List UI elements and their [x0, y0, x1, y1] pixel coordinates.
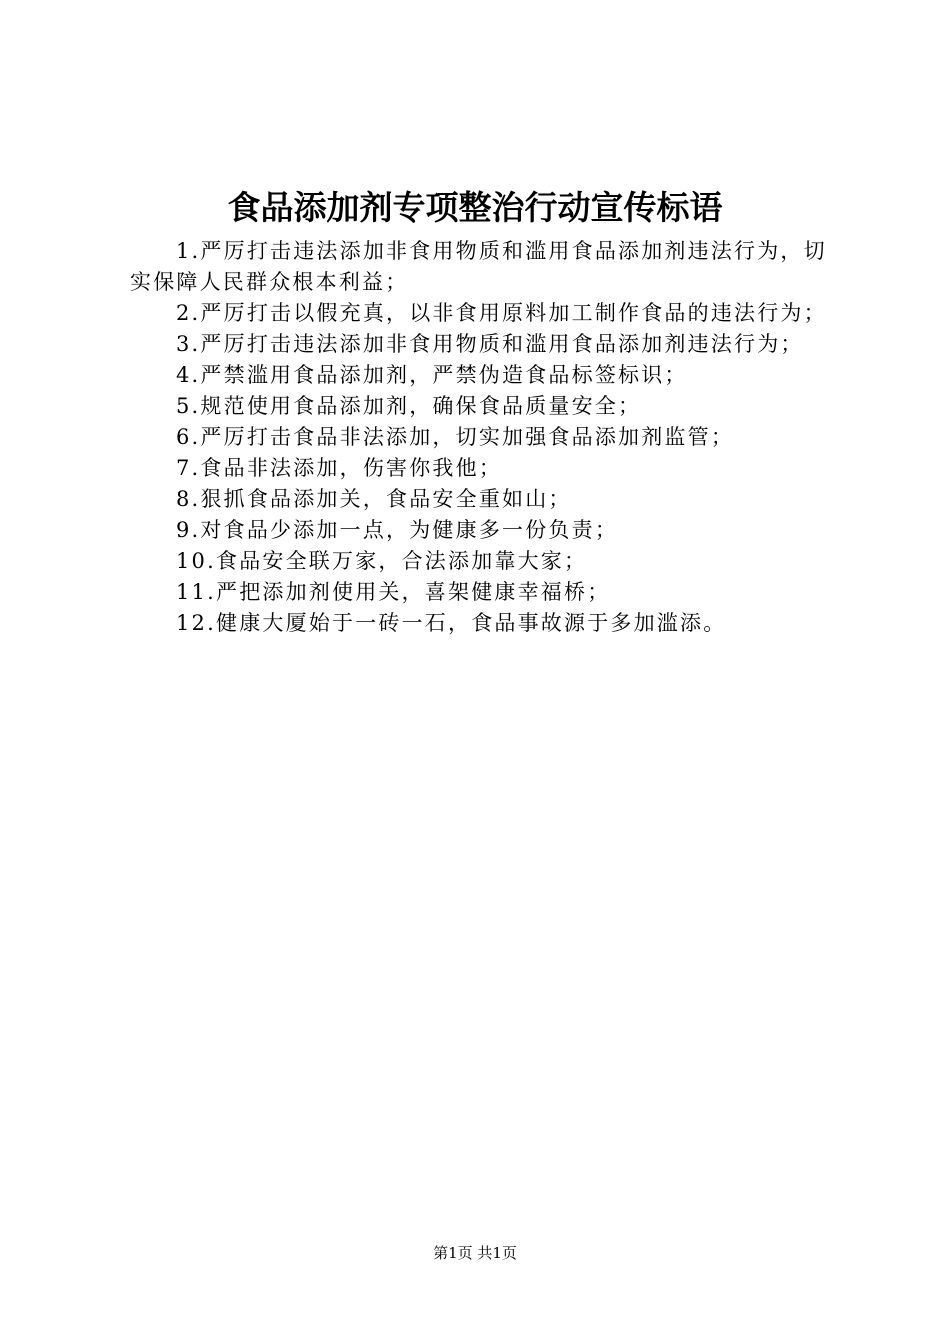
slogan-item: 6.严厉打击食品非法添加，切实加强食品添加剂监管； — [176, 425, 735, 449]
slogan-item: 9.对食品少添加一点，为健康多一份负责； — [176, 518, 619, 542]
slogan-item: 1.严厉打击违法添加非食用物质和滥用食品添加剂违法行为，切实保障人民群众根本利益； — [130, 239, 827, 294]
slogan-item: 8.狠抓食品添加关，食品安全重如山； — [176, 487, 572, 511]
slogan-item: 12.健康大厦始于一砖一石，食品事故源于多加滥添。 — [176, 611, 727, 635]
page-footer: 第1页 共1页 — [433, 1244, 517, 1262]
slogan-item: 7.食品非法添加，伤害你我他； — [176, 456, 503, 480]
slogan-item: 10.食品安全联万家，合法添加靠大家； — [176, 549, 588, 573]
slogan-item: 3.严厉打击违法添加非食用物质和滥用食品添加剂违法行为； — [176, 332, 804, 356]
document-title: 食品添加剂专项整治行动宣传标语 — [227, 188, 723, 227]
slogan-item: 2.严厉打击以假充真，以非食用原料加工制作食品的违法行为； — [176, 301, 827, 325]
slogan-item: 4.严禁滥用食品添加剂，严禁伪造食品标签标识； — [176, 363, 688, 387]
slogan-item: 5.规范使用食品添加剂，确保食品质量安全； — [176, 394, 642, 418]
slogan-list — [130, 236, 832, 639]
slogan-item: 11.严把添加剂使用关，喜架健康幸福桥； — [176, 580, 611, 604]
